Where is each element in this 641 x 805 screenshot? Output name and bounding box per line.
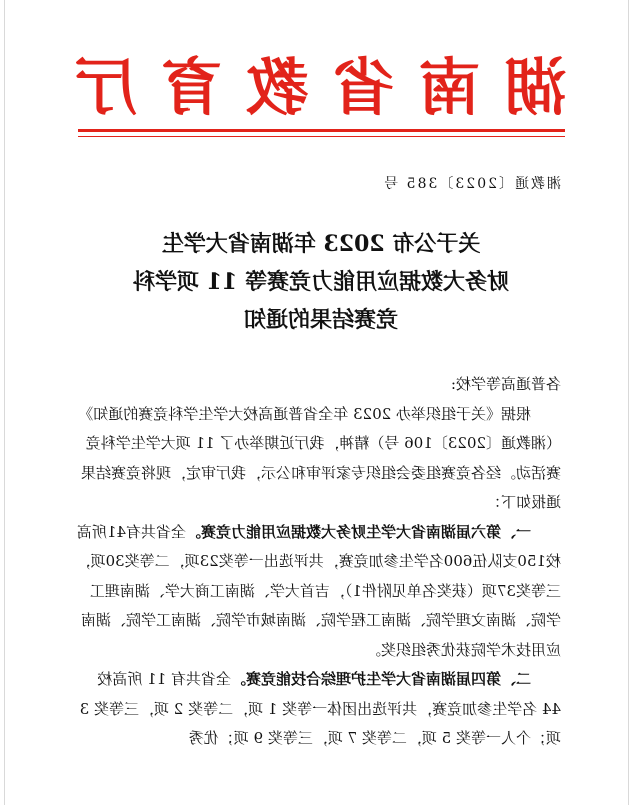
item-1-text: 全省共有41所高校150支队伍600名学生参加竞赛，共评选出一等奖23项，二等奖30项，三等奖37项（获奖名单见附件1），吉首大学、湖南工商大学、湖南理工学院、湖南文理学院、湖南工程学院、湖南城市学院、湖南工学院、湖南应用技术学院获优秀组织奖。 bbox=[75, 522, 561, 659]
salutation: 各普通高等学校: bbox=[450, 375, 561, 393]
item-2-heading: 二、第四届湖南省大学生护理综合技能竞赛。 bbox=[230, 670, 531, 688]
paragraph-intro: 根据《关于组织举办 2023 年全省普通高校大学生学科竞赛的通知》（湘教通〔2023〕106 号）精神，我厅近期举办了 11 项大学生学科竞赛活动。经各竞赛组委会组织专家评审和公示，我厅审定，现将竞赛结果通报如下： bbox=[78, 404, 561, 511]
document-body bbox=[75, 370, 561, 754]
title-line-2: 财务大数据应用能力竞赛等 11 项学科 bbox=[133, 269, 509, 295]
item-1-heading: 一、第六届湖南省大学生财务大数据应用能力竞赛。 bbox=[185, 522, 531, 541]
title-line-3: 竞赛结果的通知 bbox=[244, 307, 399, 333]
header-red-rule-thick bbox=[78, 129, 565, 132]
title-line-1: 关于公布 2023 年湖南省大学生 bbox=[161, 231, 481, 257]
header-red-rule-thin bbox=[78, 136, 565, 137]
agency-header-title: 湖南省教育厅 bbox=[50, 51, 567, 124]
paragraph-item-2 bbox=[75, 665, 561, 754]
document-title bbox=[81, 225, 561, 339]
document-number: 湘教通〔2023〕385 号 bbox=[382, 176, 561, 192]
paragraph-item-1 bbox=[75, 518, 561, 666]
item-2-text: 全省共有 11 所高校 44 名学生参加竞赛，共评选出团体一等奖 1 项，二等奖 2 项，三等奖 3 项；个人一等奖 5 项，二等奖 7 项，三等奖 9 项；优秀 bbox=[79, 670, 561, 747]
